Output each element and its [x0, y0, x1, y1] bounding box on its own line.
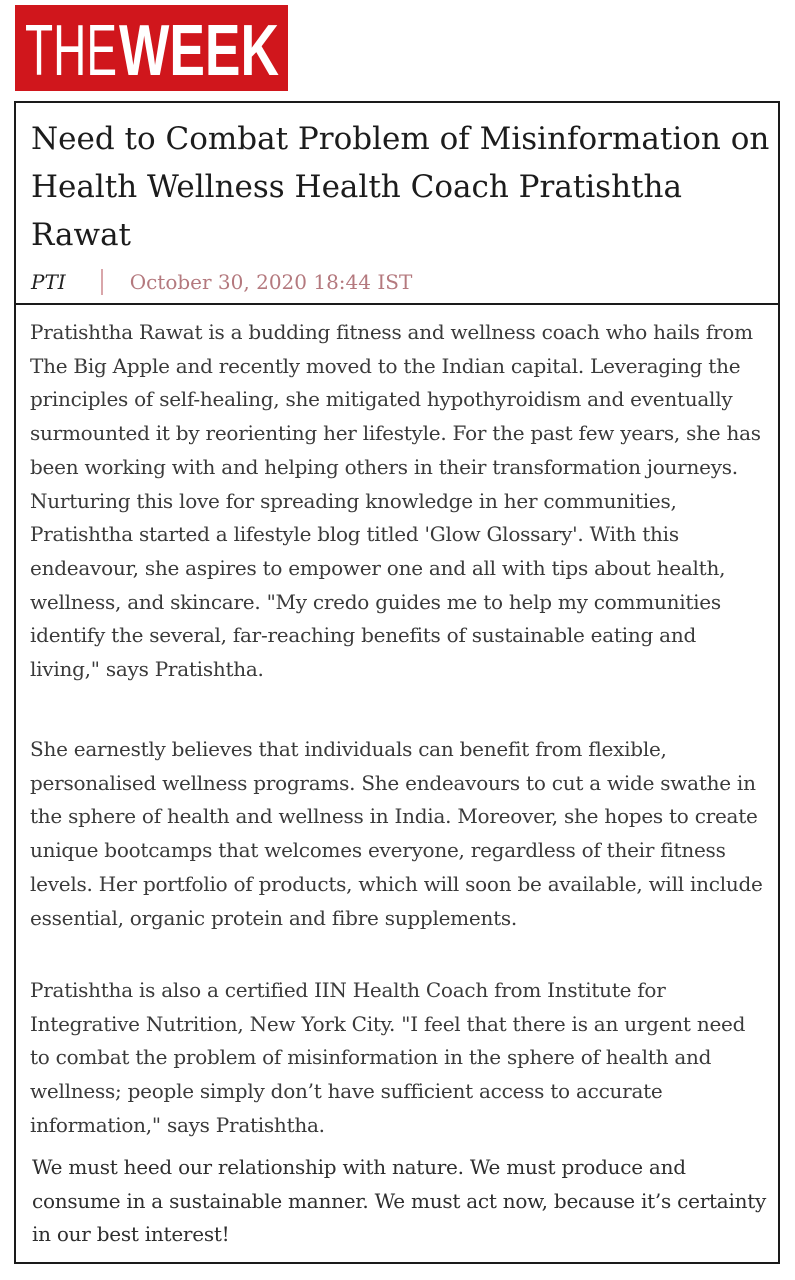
byline [31, 267, 412, 297]
article-paragraph: Pratishtha Rawat is a budding fitness and wellness coach who hails from The Big Apple and recently moved to the Indian capital. Leveraging the principles of self-healing, she mitigated hypothyroidism and eventually surmounted it by reorienting her lifestyle. For the past few years, she has been working with and helping others in their transformation journeys. Nurturing this love for spreading knowledge in her communities, Pratishtha started a lifestyle blog titled 'Glow Glossary'. With this endeavour, she aspires to empower one and all with tips about health, wellness, and skincare. "My credo guides me to help my communities identify the several, far-reaching benefits of sustainable eating and living," says Pratishtha. [30, 320, 761, 682]
logo-wordmark [15, 5, 288, 91]
logo-week: WEEK [119, 11, 280, 91]
article-paragraph: Pratishtha is also a certified IIN Health Coach from Institute for Integrative Nutrition, New York City. "I feel that there is an urgent need to combat the problem of misinformation in the sphere of health and wellness; people simply don’t have sufficient access to accurate information," says Pratishtha. [30, 978, 746, 1137]
author-name[interactable]: PTI [31, 270, 66, 294]
article-body [14, 304, 780, 1264]
article-paragraph: She earnestly believes that individuals can benefit from flexible, personalised wellness programs. She endeavours to cut a wide swathe in the sphere of health and wellness in India. Moreover, she hopes to create unique bootcamps that welcomes everyone, regardless of their fitness levels. Her portfolio of products, which will soon be available, will include essential, organic protein and fibre supplements. [30, 737, 763, 930]
article-header [14, 101, 780, 304]
publish-date: October 30, 2020 18:44 IST [129, 270, 413, 294]
byline-separator [101, 269, 103, 295]
the-week-logo[interactable] [15, 5, 288, 91]
article-paragraph: We must heed our relationship with nature. We must produce and consume in a sustainable manner. We must act now, because it’s certainty in our best interest! [32, 1155, 767, 1247]
article-title: Need to Combat Problem of Misinformation on Health Wellness Health Coach Pratishtha Rawat [31, 121, 770, 253]
logo-the: THE [25, 11, 117, 91]
